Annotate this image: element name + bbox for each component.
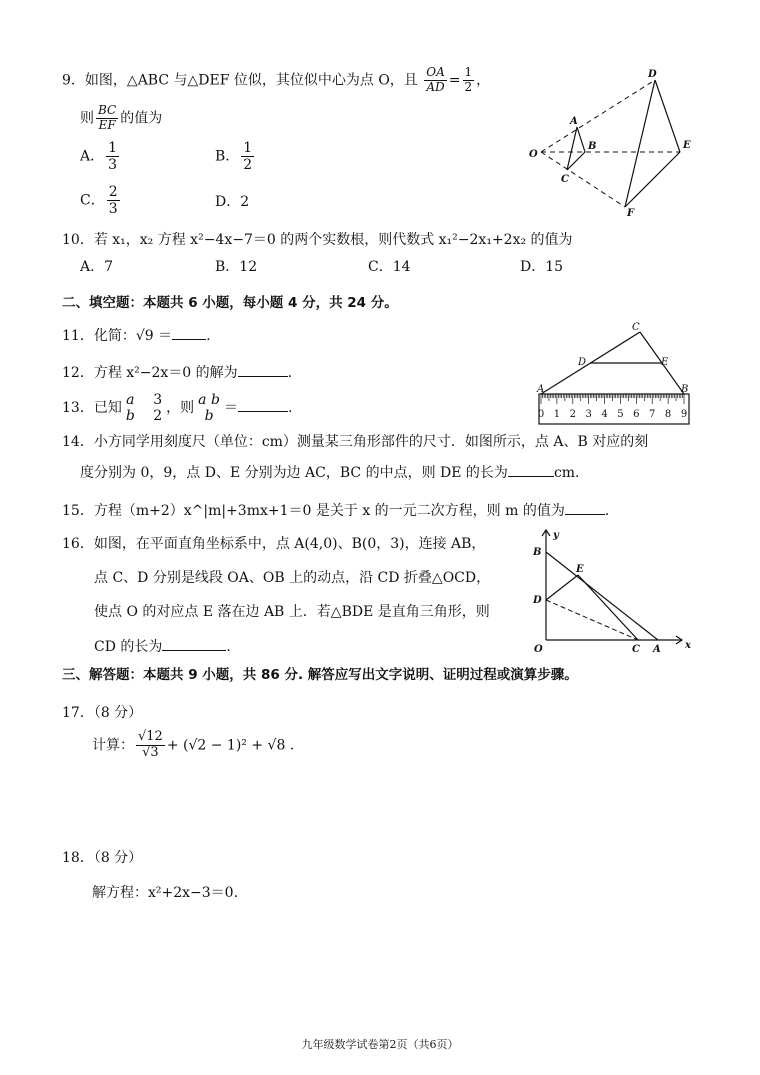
page-footer: 九年级数学试卷第2页（共6页） [301,1038,459,1051]
q9-label-e: E [683,140,691,151]
q16-label-a: A [653,644,661,655]
q17-number: 17．（8 分） [62,705,143,721]
q9-label-d: D [648,69,657,80]
q14-line1: 14．小方同学用刻度尺（单位：cm）测量某三角形部件的尺寸．如图所示，点 A、B 对应的刻 [62,434,649,450]
q16-label-e: E [576,564,584,575]
q16-line1: 16．如图，在平面直角坐标系中，点 A(4,0)、B(0，3)，连接 AB， [62,536,486,552]
q10-option-d: D．15 [520,259,564,275]
q11: 11．化简：√9 ＝ . [62,328,211,344]
q9-label-c: C [561,174,569,185]
ruler-number: 4 [601,409,608,420]
ruler-number: 2 [569,409,576,420]
q16-line3: 使点 O 的对应点 E 落在边 AB 上．若△BDE 是直角三角形，则 [94,604,490,620]
q9-bc-ef-fraction: $\frac{BC}{EF}$ [98,103,117,132]
q9-label-f: F [627,208,635,219]
q13: 13．已知 a b 3 2 ，则 a b b ＝ . [62,392,293,425]
q14-label-a: A [537,384,545,395]
q18-number: 18．（8 分） [62,850,143,866]
q14-line2: 度分别为 0，9，点 D、E 分别为边 AC，BC 的中点，则 DE 的长为 cm. [80,465,580,481]
q9-option-d: D．2 [215,194,250,210]
q14-ruler-figure [533,318,693,430]
q14-label-c: C [632,322,640,333]
ruler-number: 8 [664,409,672,420]
q9-half-fraction: $\frac{1}{2}$ [464,65,473,94]
ruler-number: 7 [649,409,656,420]
q9-ratio-fraction: $\frac{OA}{AD}$ [426,65,445,94]
q10-stem: 10．若 x₁，x₂ 方程 x²−4x−7＝0 的两个实数根，则代数式 x₁²−2x₁+2x₂ 的值为 [62,232,573,248]
ruler-number: 9 [680,409,688,420]
ruler-number: 3 [585,409,592,420]
q9-text: △ABC 与△DEF 位似，其位似中心为点 O，且 [126,72,418,89]
q16-label-x: x [685,640,691,651]
q9-option-a: A． $\frac{1}{3}$ [80,140,118,174]
ruler-number: 6 [633,409,640,420]
q10-option-a: A．7 [80,259,114,275]
q14-label-d: D [578,357,587,368]
q16-label-b: B [533,547,542,558]
q16-coordinate-figure [526,528,696,656]
q14-label-b: B [681,384,689,395]
q15: 15．方程（m+2）x^|m|+3mx+1＝0 是关于 x 的一元二次方程，则 m 的值为 . [62,503,610,519]
q14-label-e: E [661,357,669,368]
section-3-heading: 三、解答题：本题共 9 小题，共 86 分. 解答应写出文字说明、证明过程或演算步骤。 [62,667,578,683]
q9-line2: 则 $\frac{BC}{EF}$ 的值为 [80,103,163,132]
q18-equation: 解方程：x²+2x−3＝0. [92,885,239,901]
q16-label-o: O [534,644,543,655]
q9-label-a: A [570,116,578,127]
q16-label-c: C [632,644,640,655]
q9-homothety-figure [525,62,705,222]
q16-label-d: D [533,595,542,606]
q16-line4: CD 的长为 . [94,639,231,655]
q10-option-b: B．12 [215,259,258,275]
ruler-number: 0 [537,409,545,420]
q17-expression: 计算： $\frac{√12}{√3}$ + (√2 − 1)² + √8 . [92,729,295,760]
q9-number: 9．如图， [62,72,127,89]
q9-label-b: B [588,141,597,152]
section-2-heading: 二、填空题：本题共 6 小题，每小题 4 分，共 24 分。 [62,295,398,311]
q9-label-o: O [529,149,538,160]
q10-option-c: C．14 [368,259,411,275]
q9-line1: 9．如图，△ABC 与△DEF 位似，其位似中心为点 O，且 $\frac{OA}{AD}$ = $\frac{1}{2}$ ， [62,65,491,94]
q16-label-y: y [553,530,559,541]
q9-option-c: C． $\frac{2}{3}$ [80,184,118,218]
q9-option-b: B． $\frac{1}{2}$ [215,140,253,174]
q12: 12．方程 x²−2x＝0 的解为 . [62,365,293,381]
q16-line2: 点 C、D 分别是线段 OA、OB 上的动点，沿 CD 折叠△OCD， [94,570,491,586]
ruler-number: 1 [553,409,561,420]
ruler-number: 5 [617,409,624,420]
